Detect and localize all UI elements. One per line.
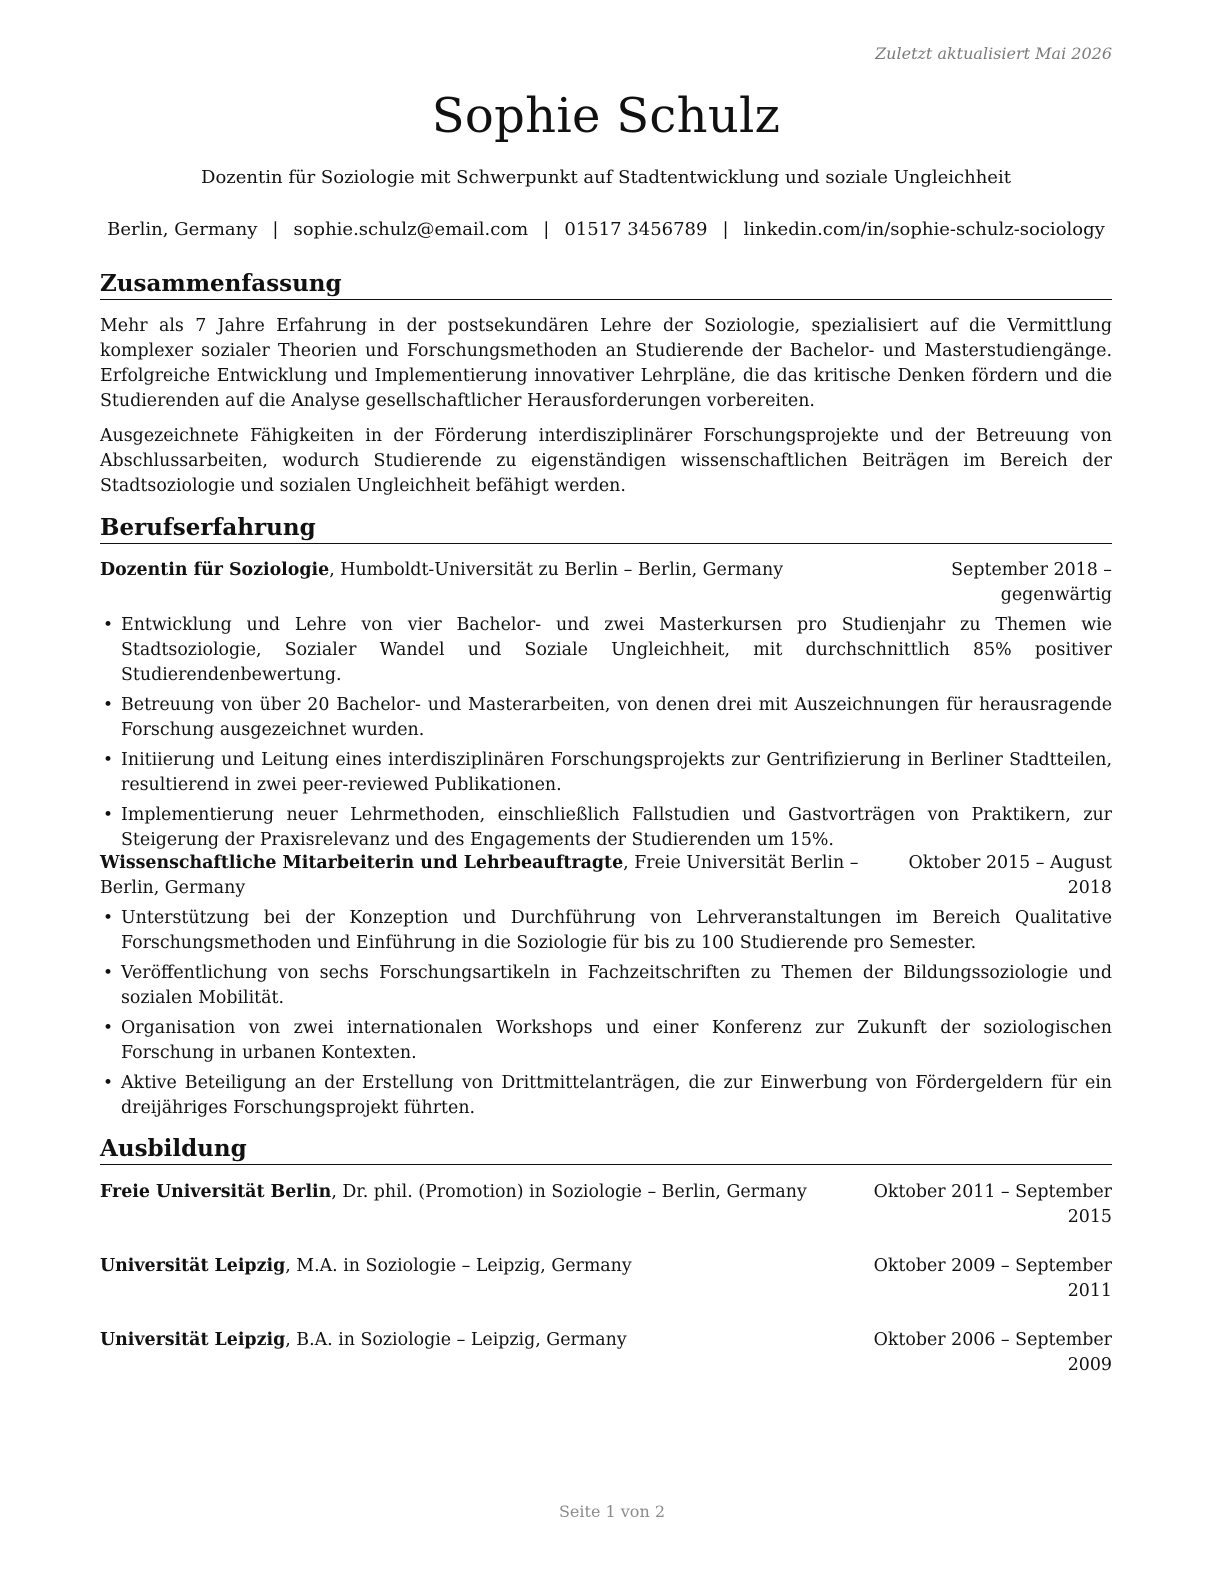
- page-number: Seite 1 von 2: [558, 1502, 666, 1521]
- list-item: • Veröffentlichung von sechs Forschungsartikeln in Fachzeitschriften zu Themen der Bildungssoziologie und sozialen Mobilität.: [103, 963, 1112, 1008]
- job-title-line: [100, 558, 877, 583]
- education-school: Universität Leipzig: [100, 1330, 286, 1350]
- education-degree: , Dr. phil. (Promotion) in Soziologie – Berlin, Germany: [331, 1182, 807, 1202]
- job-role: Dozentin für Soziologie: [100, 560, 330, 580]
- job-header: [100, 558, 1112, 608]
- bullet-icon: •: [103, 963, 114, 983]
- summary-paragraph: Ausgezeichnete Fähigkeiten in der Förderung interdisziplinärer Forschungsprojekte und der Betreuung von Abschlussarbeiten, wodurch Studierende zu eigenständigen wissenschaftlichen Beiträgen im Bereich der Stadtsoziologie und sozialen Ungleichheit befähigt werden.: [100, 426, 1112, 496]
- education-dates: Oktober 2011 – September 2015: [873, 1182, 1112, 1227]
- list-item: • Unterstützung bei der Konzeption und Durchführung von Lehrveranstaltungen im Bereich Qualitative Forschungsmethoden und Einführung in die Soziologie für bis zu 100 Studierende pro Semester.: [103, 908, 1112, 953]
- contact-location: Berlin, Germany: [107, 219, 258, 240]
- summary-paragraph: Mehr als 7 Jahre Erfahrung in der postsekundären Lehre der Soziologie, spezialisiert auf die Vermittlung komplexer sozialer Theorien und Forschungsmethoden an Studierende der Bachelor- und Masterstudiengänge. Erfolgreiche Entwicklung und Implementierung innovativer Lehrpläne, die das kritische Denken fördern und die Studierenden auf die Analyse gesellschaftlicher Herausforderungen vorbereiten.: [100, 316, 1112, 411]
- education-entry: [100, 1254, 1112, 1304]
- bullet-icon: •: [103, 805, 114, 825]
- job-header: [100, 851, 1112, 901]
- list-item: • Betreuung von über 20 Bachelor- und Masterarbeiten, von denen drei mit Auszeichnungen für herausragende Forschung ausgezeichnet wurden.: [103, 695, 1112, 740]
- job-bullets: [100, 613, 1112, 858]
- education-entry: [100, 1180, 1112, 1230]
- education-title-line: [100, 1180, 872, 1205]
- contact-linkedin[interactable]: linkedin.com/in/sophie-schulz-sociology: [743, 219, 1105, 240]
- bullet-icon: •: [103, 1073, 114, 1093]
- bullet-icon: •: [103, 615, 114, 635]
- section-title-summary: Zusammenfassung: [100, 270, 1112, 300]
- bullet-icon: •: [103, 695, 114, 715]
- job-dates: September 2018 – gegenwärtig: [951, 560, 1112, 605]
- education-school: Freie Universität Berlin: [100, 1182, 332, 1202]
- job-title-line: [100, 851, 882, 901]
- contact-separator: |: [722, 219, 729, 240]
- bullet-icon: •: [103, 1018, 114, 1038]
- bullet-icon: •: [103, 908, 114, 928]
- job-role: Wissenschaftliche Mitarbeiterin und Lehrbeauftragte: [100, 853, 624, 873]
- education-degree: , M.A. in Soziologie – Leipzig, Germany: [285, 1256, 632, 1276]
- list-item: • Initiierung und Leitung eines interdisziplinären Forschungsprojekts zur Gentrifizierung in Berliner Stadtteilen, resultierend in zwei peer-reviewed Publikationen.: [103, 750, 1112, 795]
- job-bullets: [100, 906, 1112, 1126]
- contact-email[interactable]: sophie.schulz@email.com: [293, 219, 529, 240]
- education-title-line: [100, 1328, 872, 1353]
- list-item: • Organisation von zwei internationalen Workshops und einer Konferenz zur Zukunft der soziologischen Forschung in urbanen Kontexten.: [103, 1018, 1112, 1063]
- contact-phone[interactable]: 01517 3456789: [564, 219, 708, 240]
- tagline: Dozentin für Soziologie mit Schwerpunkt auf Stadtentwicklung und soziale Ungleichheit: [201, 167, 1011, 188]
- education-title-line: [100, 1254, 872, 1279]
- contact-separator: |: [272, 219, 279, 240]
- section-title-experience: Berufserfahrung: [100, 514, 1112, 544]
- list-item: • Implementierung neuer Lehrmethoden, einschließlich Fallstudien und Gastvorträgen von Praktikern, zur Steigerung der Praxisrelevanz und des Engagements der Studierenden um 15%.: [103, 805, 1112, 850]
- job-dates: Oktober 2015 – August 2018: [908, 853, 1112, 898]
- contact-line: [100, 219, 1112, 240]
- education-dates: Oktober 2006 – September 2009: [873, 1330, 1112, 1375]
- bullet-icon: •: [103, 750, 114, 770]
- section-title-education: Ausbildung: [100, 1135, 1112, 1165]
- education-entry: [100, 1328, 1112, 1378]
- list-item: • Aktive Beteiligung an der Erstellung von Drittmittelanträgen, die zur Einwerbung von Fördergeldern für ein dreijähriges Forschungsprojekt führten.: [103, 1073, 1112, 1118]
- list-item: • Entwicklung und Lehre von vier Bachelor- und zwei Masterkursen pro Studienjahr zu Themen wie Stadtsoziologie, Sozialer Wandel und Soziale Ungleichheit, mit durchschnittlich 85% positiver Studierendenbewertung.: [103, 615, 1112, 685]
- education-dates: Oktober 2009 – September 2011: [873, 1256, 1112, 1301]
- education-school: Universität Leipzig: [100, 1256, 286, 1276]
- job-organization: , Freie Universität Berlin – Berlin, Germany: [100, 853, 859, 898]
- education-degree: , B.A. in Soziologie – Leipzig, Germany: [285, 1330, 627, 1350]
- contact-separator: |: [543, 219, 550, 240]
- last-updated: Zuletzt aktualisiert Mai 2026: [875, 44, 1112, 63]
- job-organization: , Humboldt-Universität zu Berlin – Berlin, Germany: [329, 560, 784, 580]
- person-name: Sophie Schulz: [431, 88, 781, 144]
